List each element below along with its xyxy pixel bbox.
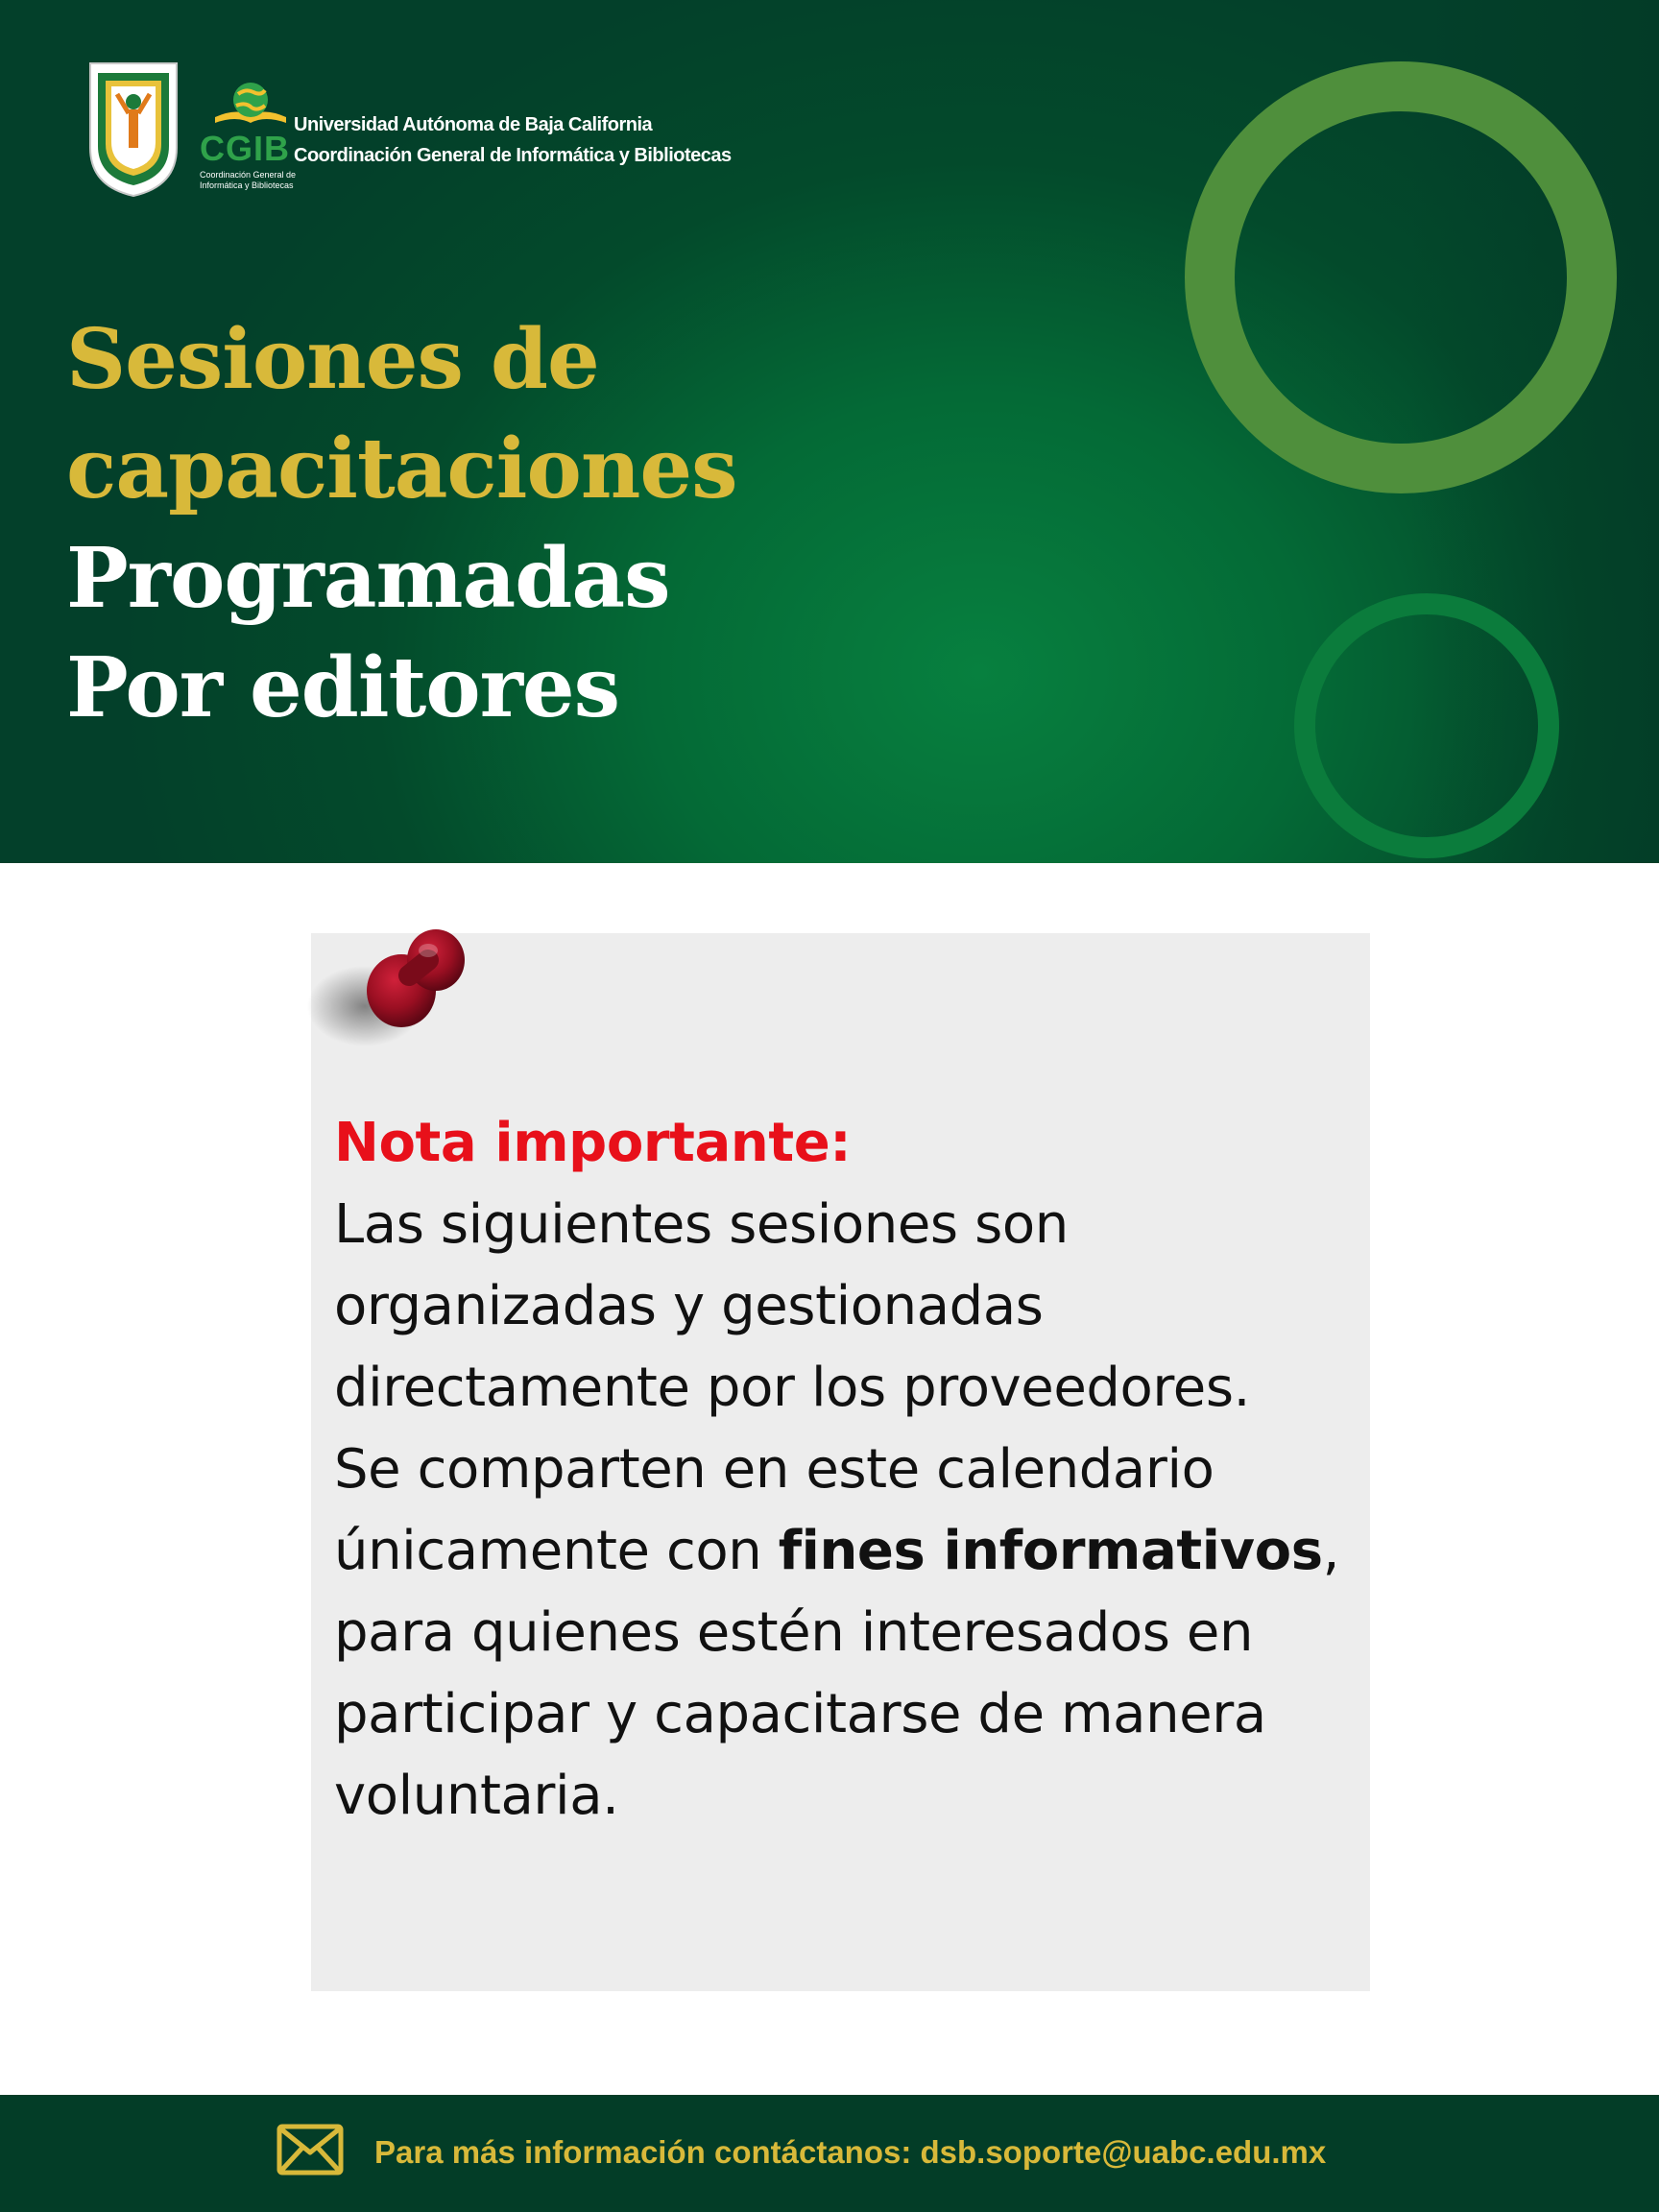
note-emphasis: fines informativos bbox=[778, 1520, 1323, 1582]
department-name: Coordinación General de Informática y Bibliotecas bbox=[294, 145, 732, 166]
title-line-2: capacitaciones bbox=[66, 421, 737, 517]
decorative-ring-small bbox=[1294, 593, 1559, 858]
page-title bbox=[66, 305, 736, 743]
note-line: voluntaria. bbox=[334, 1765, 619, 1827]
note-line: Las siguientes sesiones son bbox=[334, 1193, 1069, 1256]
envelope-icon bbox=[276, 2124, 344, 2176]
note-line: organizadas y gestionadas bbox=[334, 1275, 1044, 1337]
cgib-subtitle-line: Informática y Bibliotecas bbox=[200, 180, 294, 190]
uabc-shield-icon bbox=[86, 60, 180, 200]
organization-name bbox=[294, 109, 732, 171]
cgib-logo-icon bbox=[207, 79, 294, 132]
footer-bar bbox=[0, 2095, 1659, 2212]
note-line: participar y capacitarse de manera bbox=[334, 1683, 1266, 1745]
note-body bbox=[334, 1102, 1352, 1837]
note-heading: Nota importante: bbox=[334, 1112, 852, 1174]
header-banner bbox=[0, 0, 1659, 863]
cgib-subtitle-line: Coordinación General de bbox=[200, 170, 297, 180]
note-line: directamente por los proveedores. bbox=[334, 1357, 1251, 1419]
push-pin-icon bbox=[305, 918, 497, 1052]
note-line-text: , bbox=[1322, 1520, 1340, 1582]
cgib-letters: CGIB bbox=[200, 129, 290, 168]
university-name: Universidad Autónoma de Baja California bbox=[294, 114, 653, 135]
contact-info[interactable]: Para más información contáctanos: dsb.soporte@uabc.edu.mx bbox=[374, 2134, 1327, 2170]
note-line-text: únicamente con bbox=[334, 1520, 779, 1582]
note-line bbox=[334, 1510, 1352, 1592]
decorative-ring-large bbox=[1185, 61, 1617, 493]
title-line-3: Programadas bbox=[66, 530, 670, 627]
title-line-1: Sesiones de bbox=[66, 311, 599, 408]
note-line: para quienes estén interesados en bbox=[334, 1601, 1254, 1664]
title-line-4: Por editores bbox=[66, 639, 620, 736]
note-line: Se comparten en este calendario bbox=[334, 1438, 1214, 1501]
cgib-subtitle bbox=[200, 170, 315, 191]
